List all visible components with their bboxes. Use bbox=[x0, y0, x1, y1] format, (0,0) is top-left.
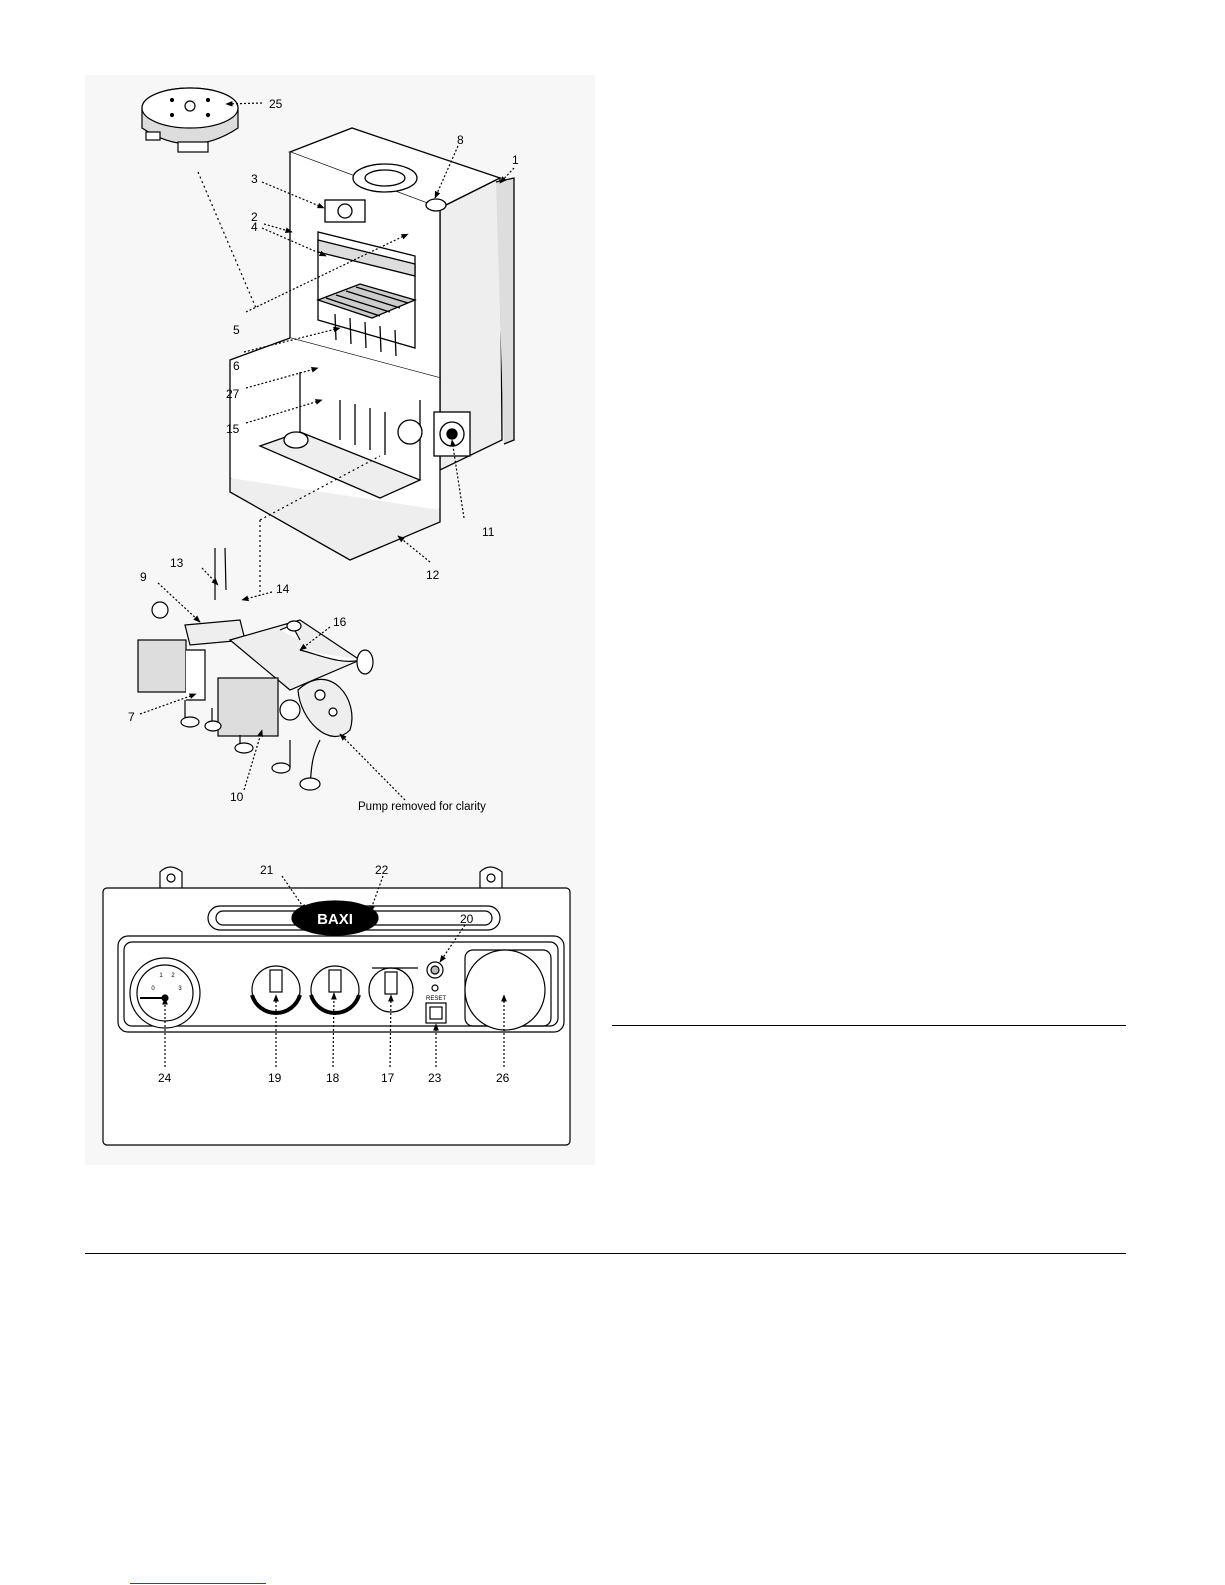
label-3: 3 bbox=[251, 172, 258, 186]
valve-assembly-drawing bbox=[138, 548, 373, 790]
label-23: 23 bbox=[428, 1071, 442, 1085]
label-25: 25 bbox=[269, 97, 283, 111]
label-22: 22 bbox=[375, 863, 389, 877]
label-5: 5 bbox=[233, 323, 240, 337]
label-21: 21 bbox=[260, 863, 274, 877]
baxi-logo-text: BAXI bbox=[317, 911, 353, 928]
label-26: 26 bbox=[496, 1071, 510, 1085]
label-4: 4 bbox=[251, 220, 258, 234]
boiler-casing bbox=[230, 128, 514, 560]
label-20: 20 bbox=[460, 912, 474, 926]
label-16: 16 bbox=[333, 615, 347, 629]
label-6: 6 bbox=[233, 359, 240, 373]
reset-label: RESET bbox=[425, 996, 447, 1002]
label-8: 8 bbox=[457, 133, 464, 147]
pump-removed-caption: Pump removed for clarity bbox=[358, 801, 486, 813]
pressure-switch-drawing bbox=[142, 88, 238, 152]
label-9: 9 bbox=[140, 570, 147, 584]
label-17: 17 bbox=[381, 1071, 395, 1085]
gauge-tick-3: 3 bbox=[178, 986, 182, 992]
link-underline bbox=[130, 1583, 266, 1584]
label-11: 11 bbox=[482, 525, 495, 539]
label-13: 13 bbox=[170, 556, 184, 570]
label-1: 1 bbox=[512, 153, 519, 167]
label-15: 15 bbox=[226, 422, 240, 436]
gauge-tick-2: 2 bbox=[171, 973, 175, 979]
label-18: 18 bbox=[326, 1071, 340, 1085]
label-10: 10 bbox=[230, 790, 244, 804]
label-24: 24 bbox=[158, 1071, 172, 1085]
label-19: 19 bbox=[268, 1071, 282, 1085]
control-panel-drawing bbox=[103, 867, 570, 1145]
gauge-tick-1: 1 bbox=[159, 973, 163, 979]
page-divider bbox=[85, 1253, 1126, 1254]
gauge-tick-0: 0 bbox=[151, 986, 155, 992]
label-14: 14 bbox=[276, 582, 290, 596]
label-27: 27 bbox=[226, 387, 240, 401]
label-7: 7 bbox=[128, 710, 135, 724]
section-divider-right bbox=[612, 1025, 1126, 1026]
label-12: 12 bbox=[426, 568, 440, 582]
label-2: 2 bbox=[251, 210, 258, 224]
